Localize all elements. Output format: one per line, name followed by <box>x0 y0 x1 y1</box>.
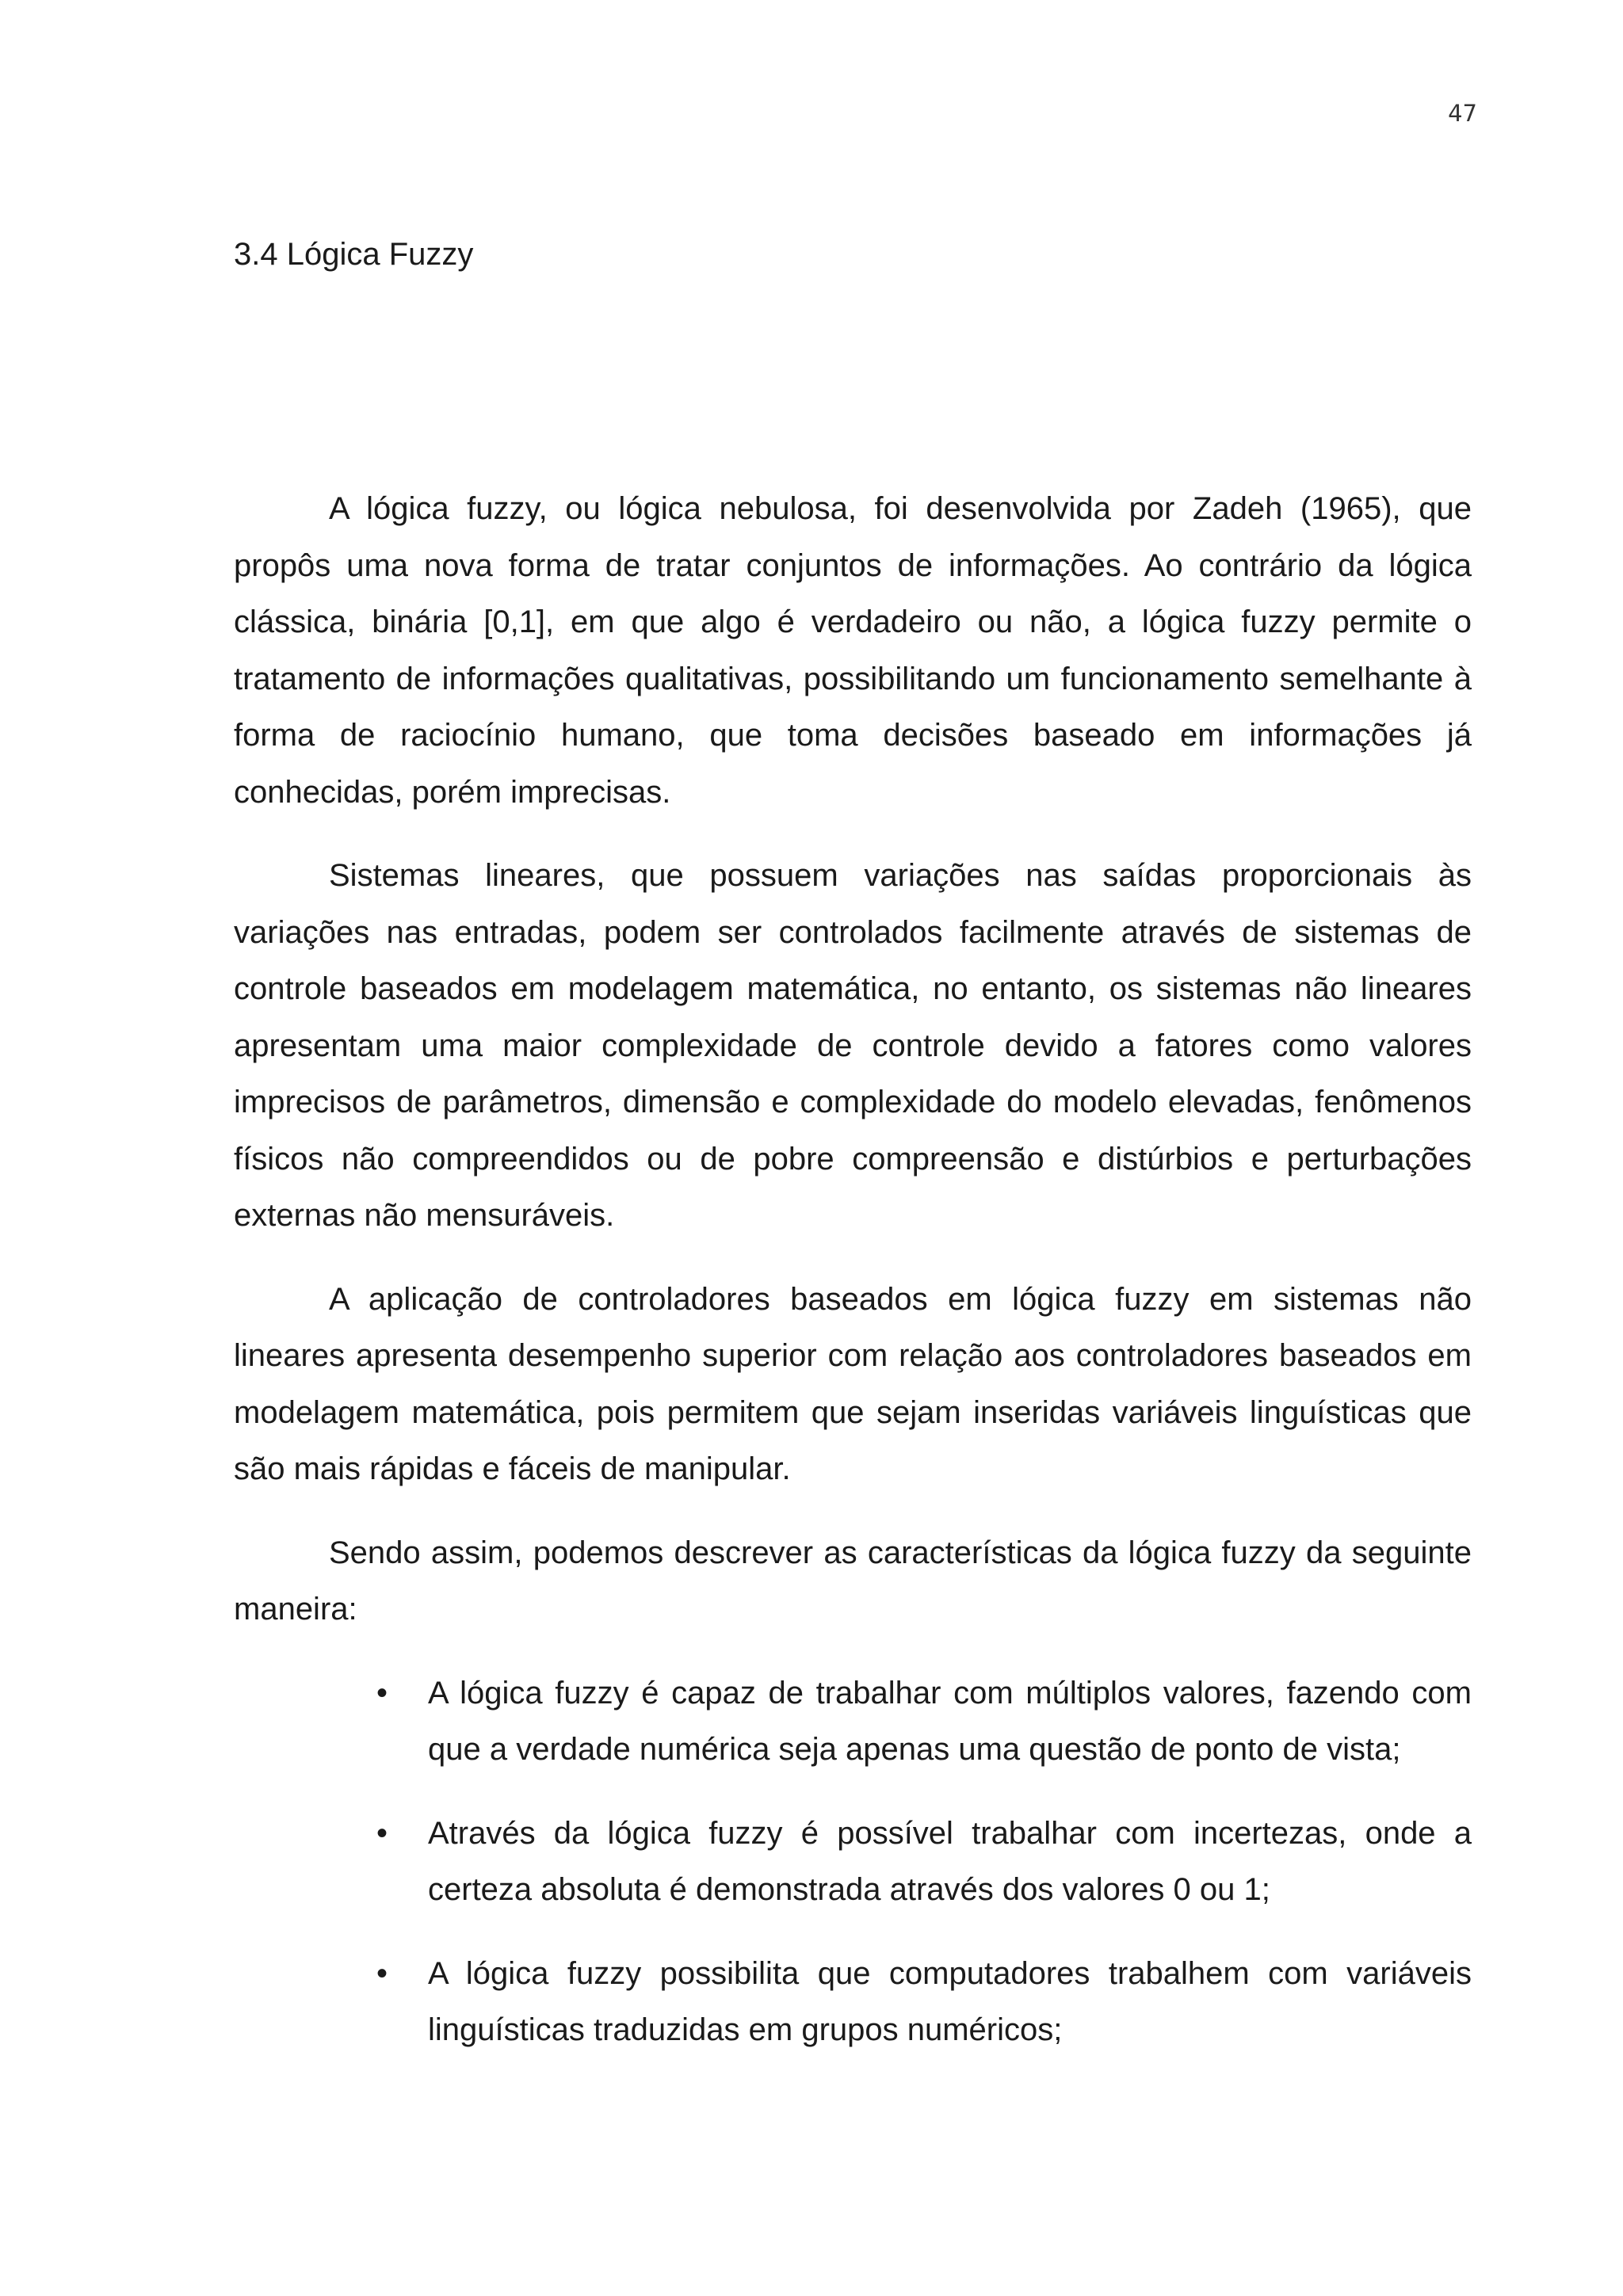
paragraph: Sistemas lineares, que possuem variações nas saídas proporcionais às variações nas entradas, podem ser controlados facilmente através de sistemas de controle baseados em modelagem matemática, no entanto, os sistemas não lineares apresentam uma maior complexidade de controle devido a fatores como valores imprecisos de parâmetros, dimensão e complexidade do modelo elevadas, fenômenos físicos não compreendidos ou de pobre compreensão e distúrbios e perturbações externas não mensuráveis. <box>234 858 1472 1233</box>
bullet-icon: • <box>376 1675 388 1711</box>
list-item-text: A lógica fuzzy é capaz de trabalhar com múltiplos valores, fazendo com que a verdade numérica seja apenas uma questão de ponto de vista; <box>428 1675 1472 1767</box>
bullet-icon: • <box>376 1955 388 1991</box>
page-number: 47 <box>1448 100 1477 127</box>
bullet-icon: • <box>376 1815 388 1851</box>
list-item <box>234 1806 1472 1919</box>
list-item-text: A lógica fuzzy possibilita que computadores trabalhem com variáveis linguísticas traduzidas em grupos numéricos; <box>428 1955 1472 2047</box>
list-item <box>234 1665 1472 1779</box>
section-heading: 3.4 Lógica Fuzzy <box>234 237 474 272</box>
paragraph: A aplicação de controladores baseados em lógica fuzzy em sistemas não lineares apresenta desempenho superior com relação aos controladores baseados em modelagem matemática, pois permitem que sejam inseridas variáveis linguísticas que são mais rápidas e fáceis de manipular. <box>234 1281 1472 1486</box>
document-body <box>234 481 1472 2086</box>
paragraph: A lógica fuzzy, ou lógica nebulosa, foi desenvolvida por Zadeh (1965), que propôs uma nova forma de tratar conjuntos de informações. Ao contrário da lógica clássica, binária [0,1], em que algo é verdadeiro ou não, a lógica fuzzy permite o tratamento de informações qualitativas, possibilitando um funcionamento semelhante à forma de raciocínio humano, que toma decisões baseado em informações já conhecidas, porém imprecisas. <box>234 491 1472 810</box>
paragraph: Sendo assim, podemos descrever as características da lógica fuzzy da seguinte maneira: <box>234 1535 1472 1627</box>
bullet-list <box>234 1665 1472 2059</box>
list-item <box>234 1946 1472 2059</box>
list-item-text: Através da lógica fuzzy é possível trabalhar com incertezas, onde a certeza absoluta é demonstrada através dos valores 0 ou 1; <box>428 1815 1472 1907</box>
